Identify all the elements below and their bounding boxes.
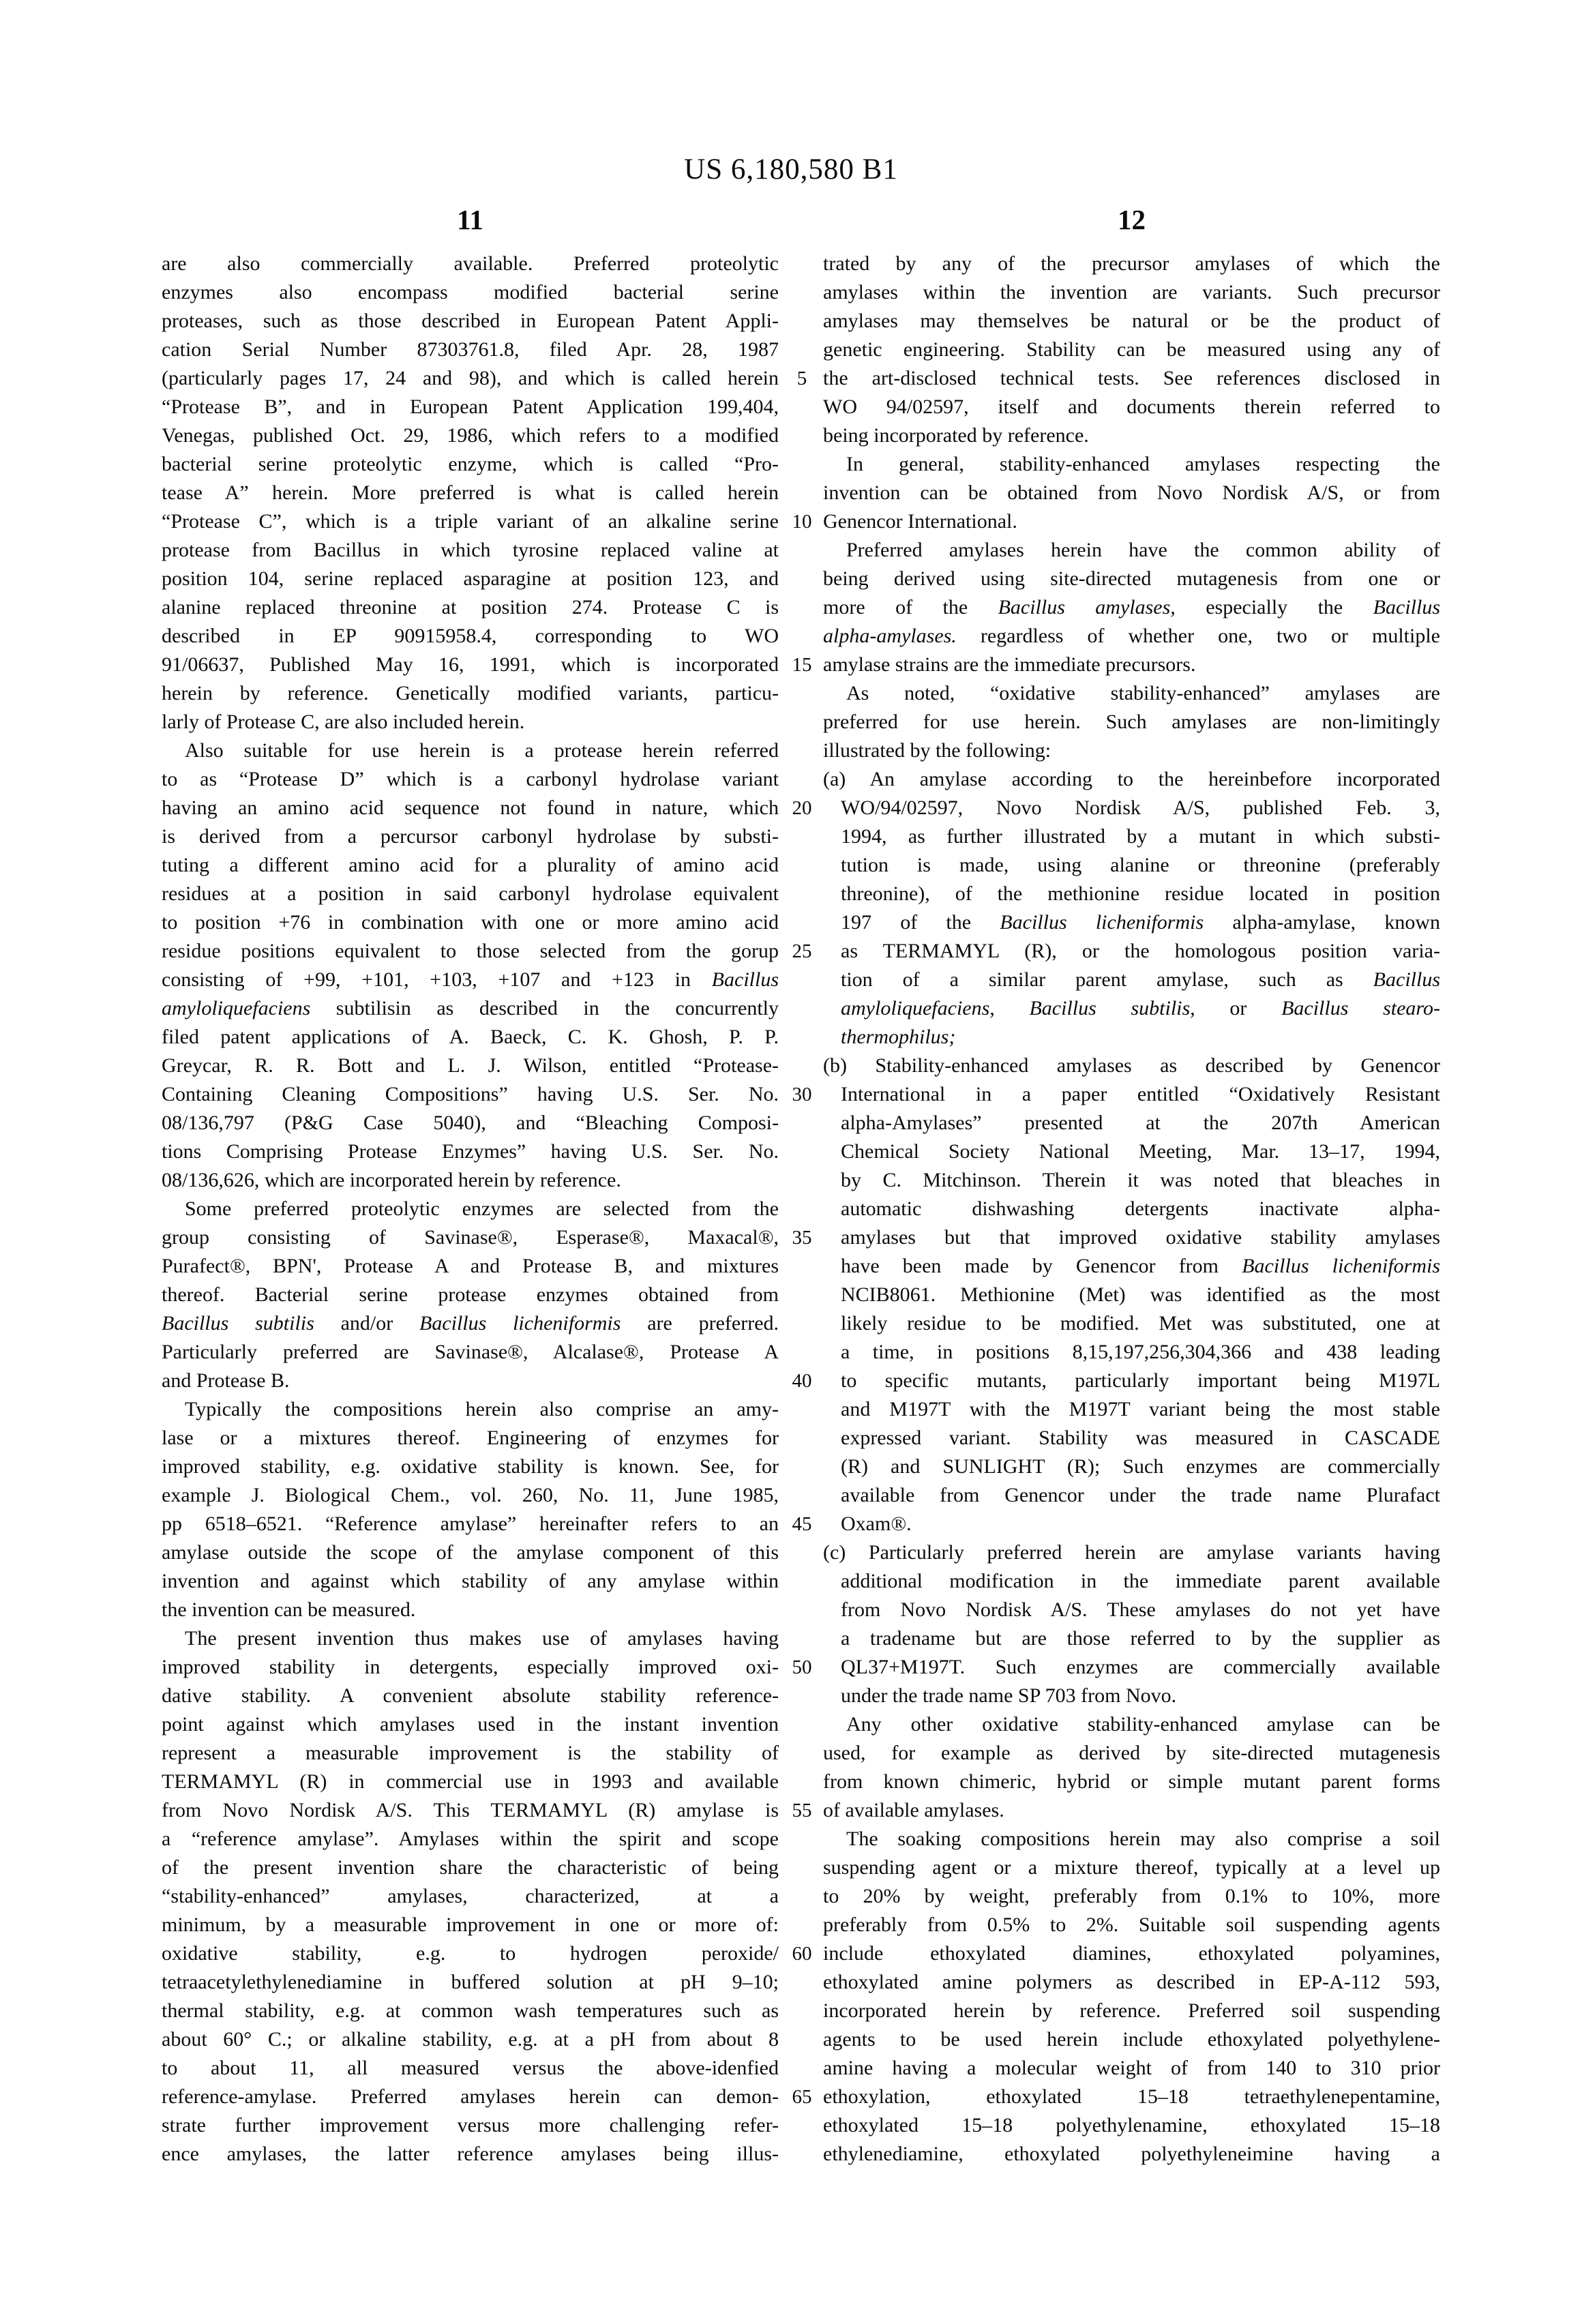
text-line: of the present invention share the characteristic of being — [162, 1856, 779, 1879]
text-line: NCIB8061. Methionine (Met) was identified as the most — [841, 1283, 1440, 1306]
text-line: 197 of the Bacillus licheniformis alpha-amylase, known — [841, 911, 1441, 934]
line-number: 20 — [792, 797, 812, 819]
text-line: Containing Cleaning Compositions” having U.S. Ser. No. — [162, 1083, 779, 1105]
text-line: agents to be used herein include ethoxylated polyethylene- — [823, 2028, 1440, 2051]
line-number: 65 — [792, 2086, 812, 2108]
text-line: filed patent applications of A. Baeck, C. K. Ghosh, P. P. — [162, 1026, 779, 1048]
text-line: Also suitable for use herein is a protease herein referred — [185, 739, 779, 762]
text-line: a “reference amylase”. Amylases within the spirit and scope — [162, 1828, 779, 1850]
line-number: 15 — [792, 654, 812, 676]
text-line: “Protease B”, and in European Patent Application 199,404, — [162, 396, 779, 418]
text-line: protease from Bacillus in which tyrosine replaced valine at — [162, 539, 779, 561]
text-line: (b) Stability-enhanced amylases as described by Genencor — [823, 1054, 1440, 1077]
text-line: ence amylases, the latter reference amylases being illus- — [162, 2143, 779, 2165]
text-line: and Protease B. — [162, 1369, 290, 1392]
text-line: “stability-enhanced” amylases, characterized, at a — [162, 1885, 779, 1907]
text-line: alpha-amylases. regardless of whether one, two or multiple — [823, 625, 1440, 647]
text-line: thermal stability, e.g. at common wash temperatures such as — [162, 1999, 779, 2022]
text-line: herein by reference. Genetically modified variants, particu- — [162, 682, 779, 704]
text-line: alanine replaced threonine at position 274. Protease C is — [162, 596, 779, 619]
gutter-line-numbers — [777, 250, 826, 2173]
text-line: WO/94/02597, Novo Nordisk A/S, published Feb. 3, — [841, 796, 1440, 819]
line-number: 40 — [792, 1370, 812, 1392]
text-line: (c) Particularly preferred herein are amylase variants having — [823, 1541, 1440, 1564]
line-number: 50 — [792, 1656, 812, 1678]
text-line: to 20% by weight, preferably from 0.1% to 10%, more — [823, 1885, 1440, 1907]
text-line: improved stability in detergents, especially improved oxi- — [162, 1656, 779, 1678]
line-number: 5 — [796, 368, 807, 389]
text-line: “Protease C”, which is a triple variant of an alkaline serine — [162, 510, 779, 533]
text-line: 91/06637, Published May 16, 1991, which is incorporated — [162, 653, 779, 676]
text-line: being incorporated by reference. — [823, 424, 1089, 447]
text-line: illustrated by the following: — [823, 739, 1051, 762]
text-line: Preferred amylases herein have the common ability of — [846, 539, 1440, 561]
text-line: preferably from 0.5% to 2%. Suitable soil suspending agents — [823, 1913, 1440, 1936]
text-line: thermophilus; — [841, 1026, 956, 1048]
text-line: amylases within the invention are variants. Such precursor — [823, 281, 1440, 303]
text-line: the art-disclosed technical tests. See references disclosed in — [823, 367, 1440, 389]
line-number: 45 — [792, 1513, 812, 1535]
text-line: larly of Protease C, are also included herein. — [162, 711, 525, 733]
text-line: pp 6518–6521. “Reference amylase” hereinafter refers to an — [162, 1513, 779, 1535]
text-line: described in EP 90915958.4, corresponding to WO — [162, 625, 779, 647]
text-line: have been made by Genencor from Bacillus licheniformis — [841, 1255, 1440, 1277]
text-column-right — [823, 250, 1440, 2169]
text-line: to position +76 in combination with one or more amino acid — [162, 911, 779, 934]
text-line: amylases but that improved oxidative stability amylases — [841, 1226, 1440, 1249]
text-line: invention can be obtained from Novo Nordisk A/S, or from — [823, 481, 1440, 504]
text-line: amylases may themselves be natural or be the product of — [823, 310, 1440, 332]
text-line: ethoxylated amine polymers as described in EP-A-112 593, — [823, 1971, 1440, 1993]
line-number: 30 — [792, 1084, 812, 1105]
text-line: amylase outside the scope of the amylase component of this — [162, 1541, 779, 1564]
text-line: are also commercially available. Preferred proteolytic — [162, 252, 779, 275]
text-line: Typically the compositions herein also comprise an amy- — [185, 1398, 779, 1420]
text-line: from known chimeric, hybrid or simple mutant parent forms — [823, 1770, 1440, 1793]
patent-number: US 6,180,580 B1 — [684, 153, 898, 185]
text-line: point against which amylases used in the instant invention — [162, 1713, 779, 1735]
text-line: likely residue to be modified. Met was substituted, one at — [841, 1312, 1440, 1335]
text-column-left — [162, 250, 779, 2169]
text-line: invention and against which stability of any amylase within — [162, 1570, 779, 1592]
text-line: automatic dishwashing detergents inactivate alpha- — [841, 1197, 1440, 1220]
text-line: Bacillus subtilis and/or Bacillus licheniformis are preferred. — [162, 1312, 779, 1335]
text-line: ethoxylation, ethoxylated 15–18 tetraethylenepentamine, — [823, 2085, 1440, 2108]
text-line: 08/136,797 (P&G Case 5040), and “Bleaching Composi- — [162, 1112, 779, 1134]
column-number-right: 12 — [1118, 204, 1146, 235]
text-line: incorporated herein by reference. Preferred soil suspending — [823, 1999, 1440, 2022]
text-line: under the trade name SP 703 from Novo. — [841, 1684, 1177, 1707]
line-number: 10 — [792, 511, 812, 533]
text-line: (particularly pages 17, 24 and 98), and which is called herein — [162, 367, 779, 389]
text-line: Any other oxidative stability-enhanced amylase can be — [846, 1713, 1440, 1735]
text-line: suspending agent or a mixture thereof, typically at a level up — [823, 1856, 1440, 1879]
text-line: strate further improvement versus more challenging refer- — [162, 2114, 779, 2136]
text-line: thereof. Bacterial serine protease enzymes obtained from — [162, 1283, 779, 1306]
text-line: In general, stability-enhanced amylases respecting the — [846, 453, 1440, 475]
text-line: example J. Biological Chem., vol. 260, No. 11, June 1985, — [162, 1484, 779, 1506]
text-line: WO 94/02597, itself and documents therein referred to — [823, 396, 1440, 418]
text-line: amine having a molecular weight of from 140 to 310 prior — [823, 2057, 1440, 2079]
text-line: (R) and SUNLIGHT (R); Such enzymes are commercially — [841, 1455, 1440, 1478]
text-line: cation Serial Number 87303761.8, filed Apr. 28, 1987 — [162, 338, 779, 361]
text-line: Venegas, published Oct. 29, 1986, which refers to a modified — [162, 424, 779, 447]
text-line: tution is made, using alanine or threonine (preferably — [841, 854, 1440, 876]
text-line: enzymes also encompass modified bacterial serine — [162, 281, 779, 303]
text-line: genetic engineering. Stability can be measured using any of — [823, 338, 1440, 361]
text-line: oxidative stability, e.g. to hydrogen peroxide/ — [162, 1942, 779, 1965]
text-line: from Novo Nordisk A/S. This TERMAMYL (R) amylase is — [162, 1799, 779, 1821]
text-line: threonine), of the methionine residue located in position — [841, 882, 1440, 905]
text-line: as TERMAMYL (R), or the homologous position varia- — [841, 940, 1440, 962]
text-line: position 104, serine replaced asparagine at position 123, and — [162, 567, 779, 590]
text-line: Chemical Society National Meeting, Mar. 13–17, 1994, — [841, 1140, 1440, 1163]
text-line: having an amino acid sequence not found in nature, which — [162, 796, 779, 819]
text-line: the invention can be measured. — [162, 1598, 416, 1621]
text-line: bacterial serine proteolytic enzyme, which is called “Pro- — [162, 453, 779, 475]
text-line: include ethoxylated diamines, ethoxylated polyamines, — [823, 1942, 1440, 1965]
text-line: Genencor International. — [823, 510, 1017, 533]
text-line: being derived using site-directed mutagenesis from one or — [823, 567, 1440, 590]
text-line: more of the Bacillus amylases, especially the Bacillus — [823, 596, 1440, 619]
text-line: available from Genencor under the trade name Plurafact — [841, 1484, 1440, 1506]
text-line: group consisting of Savinase®, Esperase®, Maxacal®, — [162, 1226, 779, 1249]
text-line: a tradename but are those referred to by the supplier as — [841, 1627, 1440, 1650]
text-line: International in a paper entitled “Oxidatively Resistant — [841, 1083, 1440, 1105]
text-line: by C. Mitchinson. Therein it was noted that bleaches in — [841, 1169, 1440, 1191]
text-line: ethylenediamine, ethoxylated polyethyleneimine having a — [823, 2143, 1440, 2165]
text-line: Purafect®, BPN', Protease A and Protease B, and mixtures — [162, 1255, 779, 1277]
text-line: trated by any of the precursor amylases of which the — [823, 252, 1440, 275]
text-line: to about 11, all measured versus the above-idenfied — [162, 2057, 779, 2079]
text-line: tetraacetylethylenediamine in buffered solution at pH 9–10; — [162, 1971, 779, 1993]
text-line: minimum, by a measurable improvement in one or more of: — [162, 1913, 779, 1936]
text-line: amylase strains are the immediate precursors. — [823, 653, 1196, 676]
text-line: The present invention thus makes use of amylases having — [185, 1627, 779, 1650]
text-line: QL37+M197T. Such enzymes are commercially available — [841, 1656, 1440, 1678]
text-line: consisting of +99, +101, +103, +107 and +123 in Bacillus — [162, 968, 779, 991]
text-line: improved stability, e.g. oxidative stability is known. See, for — [162, 1455, 779, 1478]
text-line: ethoxylated 15–18 polyethylenamine, ethoxylated 15–18 — [823, 2114, 1440, 2136]
text-line: Some preferred proteolytic enzymes are selected from the — [185, 1197, 779, 1220]
text-line: reference-amylase. Preferred amylases herein can demon- — [162, 2085, 779, 2108]
text-line: tease A” herein. More preferred is what is called herein — [162, 481, 779, 504]
text-line: to specific mutants, particularly important being M197L — [841, 1369, 1440, 1392]
text-line: tuting a different amino acid for a plurality of amino acid — [162, 854, 779, 876]
text-line: residues at a position in said carbonyl hydrolase equivalent — [162, 882, 779, 905]
text-line: represent a measurable improvement is the stability of — [162, 1742, 779, 1764]
text-line: 08/136,626, which are incorporated herein by reference. — [162, 1169, 621, 1191]
text-line: TERMAMYL (R) in commercial use in 1993 and available — [162, 1770, 779, 1793]
text-line: amyloliquefaciens, Bacillus subtilis, or Bacillus stearo- — [841, 997, 1440, 1019]
text-line: additional modification in the immediate parent available — [841, 1570, 1440, 1592]
text-line: tion of a similar parent amylase, such as Bacillus — [841, 968, 1440, 991]
text-line: to as “Protease D” which is a carbonyl hydrolase variant — [162, 768, 779, 790]
text-line: The soaking compositions herein may also comprise a soil — [846, 1828, 1440, 1850]
line-number: 35 — [792, 1227, 812, 1249]
text-line: a time, in positions 8,15,197,256,304,366 and 438 leading — [841, 1341, 1440, 1363]
text-line: tions Comprising Protease Enzymes” having U.S. Ser. No. — [162, 1140, 779, 1163]
text-line: preferred for use herein. Such amylases are non-limitingly — [823, 711, 1440, 733]
line-number: 25 — [792, 940, 812, 962]
text-line: Particularly preferred are Savinase®, Alcalase®, Protease A — [162, 1341, 779, 1363]
text-line: 1994, as further illustrated by a mutant in which substi- — [841, 825, 1440, 848]
text-line: is derived from a percursor carbonyl hydrolase by substi- — [162, 825, 779, 848]
text-line: expressed variant. Stability was measured in CASCADE — [841, 1427, 1440, 1449]
column-number-left: 11 — [457, 204, 483, 235]
text-line: Oxam®. — [841, 1513, 912, 1535]
line-number: 60 — [792, 1943, 812, 1965]
text-line: from Novo Nordisk A/S. These amylases do not yet have — [841, 1598, 1440, 1621]
text-line: As noted, “oxidative stability-enhanced” amylases are — [846, 682, 1440, 704]
text-line: alpha-Amylases” presented at the 207th American — [841, 1112, 1440, 1134]
text-line: Greycar, R. R. Bott and L. J. Wilson, entitled “Protease- — [162, 1054, 779, 1077]
text-line: lase or a mixtures thereof. Engineering of enzymes for — [162, 1427, 779, 1449]
text-line: proteases, such as those described in European Patent Appli- — [162, 310, 779, 332]
text-line: residue positions equivalent to those selected from the gorup — [162, 940, 779, 962]
text-line: and M197T with the M197T variant being the most stable — [841, 1398, 1440, 1420]
text-line: dative stability. A convenient absolute stability reference- — [162, 1684, 779, 1707]
text-line: used, for example as derived by site-directed mutagenesis — [823, 1742, 1440, 1764]
text-line: of available amylases. — [823, 1799, 1004, 1821]
text-line: about 60° C.; or alkaline stability, e.g. at a pH from about 8 — [162, 2028, 779, 2051]
line-number: 55 — [792, 1800, 812, 1821]
text-line: (a) An amylase according to the hereinbefore incorporated — [823, 768, 1440, 790]
text-line: amyloliquefaciens subtilisin as described in the concurrently — [162, 997, 779, 1019]
